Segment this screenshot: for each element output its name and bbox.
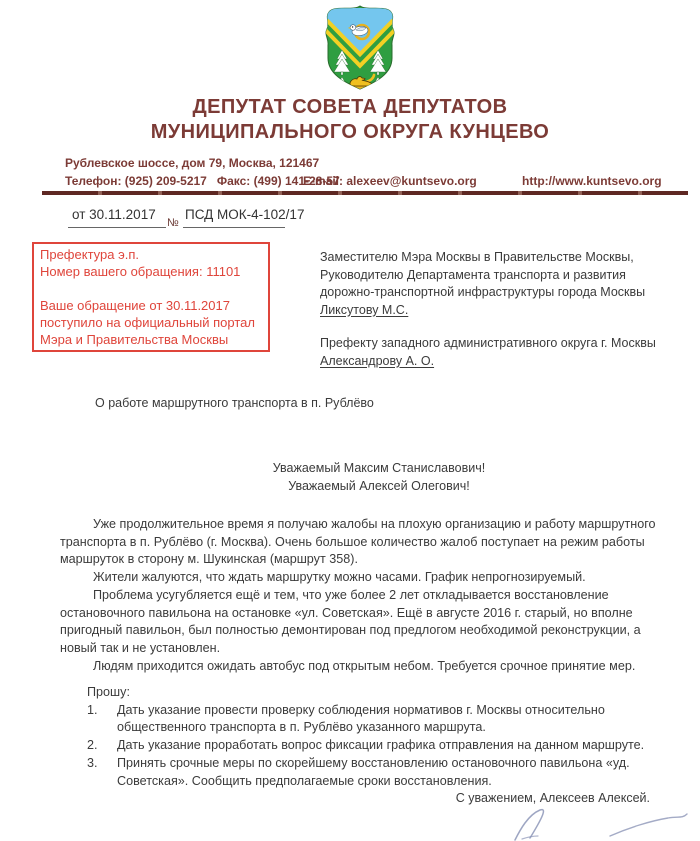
addressee-name-aleksandrov: Александрову А. О.: [320, 353, 435, 368]
request-list: [87, 684, 664, 790]
request-item: [87, 737, 664, 755]
stamp-line: поступило на официальный портал: [40, 315, 255, 330]
letter-date: от 30.11.2017: [72, 207, 156, 222]
letter-body: [60, 516, 664, 675]
signature-line: С уважением, Алексеев Алексей.: [455, 791, 650, 805]
request-item-number: 3.: [87, 755, 98, 770]
request-item-text: Дать указание проработать вопрос фиксации графика отправления на данном маршруте.: [117, 738, 645, 753]
request-item-number: 2.: [87, 738, 98, 753]
request-item-text: Принять срочные меры по скорейшему восстановлению остановочного павильона «уд. Советская». Сообщить предполагаемые сроки восстановления.: [117, 755, 630, 788]
subject-line: О работе маршрутного транспорта в п. Рублёво: [95, 396, 374, 410]
addressee-name-liksutov: Ликсутову М.С.: [320, 302, 409, 317]
addressee-line: Префекту западного административного округа г. Москвы: [320, 336, 656, 350]
body-paragraph: Проблема усугубляется ещё и тем, что уже более 2 лет откладывается восстановление остановочного павильона на остановке «ул. Советская». Ещё в августе 2016 г. старый, но вполне пригодный павильон, был полностью демонтирован под предлогом необходимой реконструкции, а новый так и не установлен.: [60, 587, 641, 655]
addressee-line: дорожно-транспортной инфраструктуры города Москвы: [320, 285, 646, 299]
title-line2: МУНИЦИПАЛЬНОГО ОКРУГА КУНЦЕВО: [150, 121, 550, 143]
request-item: [87, 702, 664, 737]
dove-eye-icon: [352, 26, 353, 27]
kuntsevo-coat-of-arms-icon: [320, 4, 400, 90]
letter-number: ПСД МОК-4-102/17: [185, 207, 305, 222]
letterhead-divider: [42, 191, 688, 195]
request-item-text: Дать указание провести проверку соблюдения нормативов г. Москвы относительно общественного транспорта в п. Рублёво указанного маршрута.: [117, 702, 605, 735]
stamp-line: Префектура э.п.: [40, 247, 139, 262]
request-item-number: 1.: [87, 702, 98, 717]
salutation-line1: Уважаемый Максим Станиславович!: [272, 461, 486, 475]
letterhead-title: [0, 95, 700, 145]
salutation-line2: Уважаемый Алексей Олегович!: [288, 478, 470, 493]
body-paragraph: Уже продолжительное время я получаю жалобы на плохую организацию и работу маршрутного транспорта в п. Рублёво (г. Москва). Очень большое количество жалоб поступает на режим работы маршруток в сторону м. Шукинская (маршрут 358).: [60, 517, 656, 567]
registration-stamp: [32, 242, 270, 352]
date-underline: [68, 227, 166, 228]
number-sign: №: [167, 217, 179, 229]
number-underline: [183, 227, 285, 228]
request-item: [87, 755, 664, 790]
email-text: E-mail: alexeev@kuntsevo.org: [303, 174, 477, 188]
title-line1: ДЕПУТАТ СОВЕТА ДЕПУТАТОВ: [192, 96, 508, 118]
letterhead-address: Рублевское шоссе, дом 79, Москва, 121467: [65, 156, 320, 170]
website-text: http://www.kuntsevo.org: [522, 174, 662, 188]
addressee-line: Заместителю Мэра Москвы в Правительстве Москвы,: [320, 250, 634, 264]
stamp-line: Мэра и Правительства Москвы: [40, 332, 229, 347]
phone-fax-text: Телефон: (925) 209-5217 Факс: (499) 141-28-57: [65, 174, 340, 188]
stamp-line: Ваше обращение от 30.11.2017: [40, 298, 230, 313]
addressee-block: [320, 249, 692, 370]
request-intro: Прошу:: [87, 685, 130, 699]
handwritten-signature-icon: [470, 803, 700, 841]
stamp-line: Номер вашего обращения: 11101: [40, 264, 241, 279]
body-paragraph: Людям приходится ожидать автобус под открытым небом. Требуется срочное принятие мер.: [93, 658, 636, 673]
body-paragraph: Жители жалуются, что ждать маршрутку можно часами. График непрогнозируемый.: [93, 570, 586, 585]
stamp-line: [40, 280, 262, 297]
salutation: [224, 460, 534, 495]
addressee-line: Руководителю Департамента транспорта и развития: [320, 267, 626, 282]
